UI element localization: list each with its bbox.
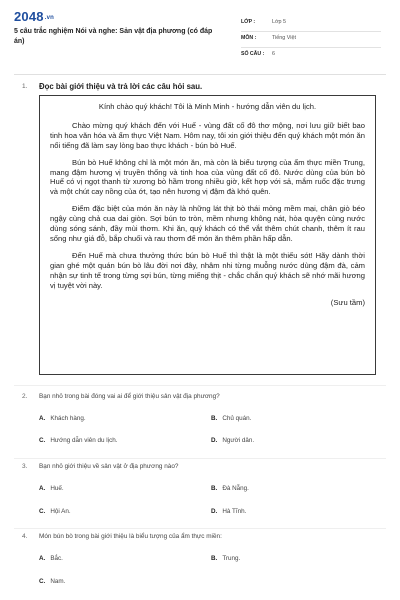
- question-text: Bạn nhỏ trong bài đóng vai ai để giới thiệu sản vật địa phương?: [39, 393, 220, 400]
- quiz-meta: [241, 16, 381, 64]
- option-letter: C.: [39, 508, 46, 515]
- logo-text: 2048: [14, 9, 44, 24]
- reading-passage: [39, 95, 376, 375]
- option-d[interactable]: [211, 508, 246, 515]
- site-logo[interactable]: [14, 9, 54, 24]
- meta-value: Lớp 5: [272, 19, 287, 25]
- option-c[interactable]: [39, 508, 71, 515]
- option-letter: A.: [39, 485, 46, 492]
- passage-source: (Sưu tầm): [330, 297, 365, 307]
- option-text: Huế.: [50, 485, 64, 492]
- passage-paragraph: Đến Huế mà chưa thưởng thức bún bò Huế thì thật là một thiếu sót! Hãy dành thời gian ghé một quán bún bò lâu đời nơi đây, nhâm nhi từng muỗng nước dùng đậm đà, cảm nhận sự tinh tế trong từng sợi bún, từng miếng thịt - chắc chắn quý khách sẽ nhớ mãi hương vị tuyệt vời này.: [50, 250, 365, 290]
- option-letter: A.: [39, 415, 46, 422]
- meta-value: Tiếng Việt: [272, 35, 296, 41]
- option-text: Đà Nẵng.: [222, 485, 249, 492]
- question-number: 4.: [22, 533, 28, 540]
- option-letter: B.: [211, 415, 218, 422]
- option-text: Khách hàng.: [50, 415, 86, 422]
- option-a[interactable]: [39, 555, 63, 562]
- question-3: [22, 463, 382, 523]
- meta-key: LỚP :: [241, 19, 256, 25]
- option-c[interactable]: [39, 578, 65, 585]
- option-letter: D.: [211, 437, 218, 444]
- option-b[interactable]: [211, 485, 249, 492]
- option-text: Trung.: [222, 555, 241, 562]
- meta-key: MÔN :: [241, 35, 257, 41]
- meta-count: [241, 48, 381, 64]
- option-text: Bắc.: [50, 555, 63, 562]
- option-letter: B.: [211, 485, 218, 492]
- option-letter: C.: [39, 437, 46, 444]
- option-a[interactable]: [39, 485, 64, 492]
- question-text: Đọc bài giới thiệu và trả lời các câu hỏi sau.: [39, 82, 203, 91]
- option-text: Hướng dẫn viên du lịch.: [50, 437, 118, 444]
- section-divider: [14, 458, 386, 459]
- question-number: 3.: [22, 463, 28, 470]
- passage-paragraph: Bún bò Huế không chỉ là một món ăn, mà còn là biểu tượng của ẩm thực miền Trung, mang đậm hương vị truyền thống và tinh hoa của vùng đất cố đô. Nước dùng của bún bò Huế có vị ngọt thanh từ xương bò hầm trong nhiều giờ, kết hợp với sả, mắm ruốc đặc trưng và một chút cay nồng của ớt, tạo nên hương vị đậm đà khó quên.: [50, 157, 365, 197]
- passage-paragraph: Điểm đặc biệt của món ăn này là những lát thịt bò thái mỏng mềm mại, chân giò béo ngậy cùng chả cua dai giòn. Sợi bún to tròn, mềm nhưng không nát, hòa quyện cùng nước dùng sóng sánh, đầy mùi thơm. Khi ăn, quý khách có thể vắt thêm chút chanh, thêm ít rau sống như giá đỗ, bắp chuối và rau thơm để món ăn thêm phần hấp dẫn.: [50, 204, 365, 243]
- meta-subject: [241, 32, 381, 48]
- header-divider: [14, 74, 386, 75]
- option-letter: A.: [39, 555, 46, 562]
- option-b[interactable]: [211, 555, 240, 562]
- question-text: Món bún bò trong bài giới thiệu là biểu tượng của ẩm thực miền:: [39, 533, 222, 540]
- option-b[interactable]: [211, 415, 251, 422]
- option-c[interactable]: [39, 437, 117, 444]
- passage-paragraph: Chào mừng quý khách đến với Huế - vùng đất cố đô thơ mộng, nơi lưu giữ biết bao tinh hoa văn hóa và ẩm thực Việt Nam. Hôm nay, tôi xin giới thiệu đến quý khách một món ăn nổi tiếng đã làm say lòng bao thực khách - bún bò Huế.: [50, 120, 365, 150]
- option-letter: D.: [211, 508, 218, 515]
- meta-value: 6: [272, 51, 275, 57]
- passage-paragraph: Kính chào quý khách! Tôi là Minh Minh - hướng dẫn viên du lịch.: [98, 102, 317, 111]
- option-letter: B.: [211, 555, 218, 562]
- logo-suffix: .vn: [44, 15, 55, 21]
- option-text: Chủ quán.: [222, 415, 252, 422]
- question-2: [22, 393, 382, 453]
- question-text: Bạn nhỏ giới thiệu về sản vật ở địa phương nào?: [39, 463, 179, 470]
- option-d[interactable]: [211, 437, 254, 444]
- question-number: 1.: [22, 83, 28, 90]
- page-header: [14, 8, 386, 66]
- meta-class: [241, 16, 381, 32]
- option-text: Người dân.: [222, 437, 255, 444]
- option-text: Hội An.: [50, 508, 71, 515]
- question-number: 2.: [22, 393, 28, 400]
- option-a[interactable]: [39, 415, 86, 422]
- section-divider: [14, 528, 386, 529]
- option-text: Nam.: [50, 578, 66, 585]
- option-letter: C.: [39, 578, 46, 585]
- section-divider: [14, 385, 386, 386]
- option-text: Hà Tĩnh.: [222, 508, 247, 515]
- question-4: [22, 533, 382, 593]
- quiz-title: 5 câu trắc nghiệm Nói và nghe: Sản vật địa phương (có đáp án): [14, 28, 213, 45]
- meta-key: SỐ CÂU :: [241, 51, 265, 57]
